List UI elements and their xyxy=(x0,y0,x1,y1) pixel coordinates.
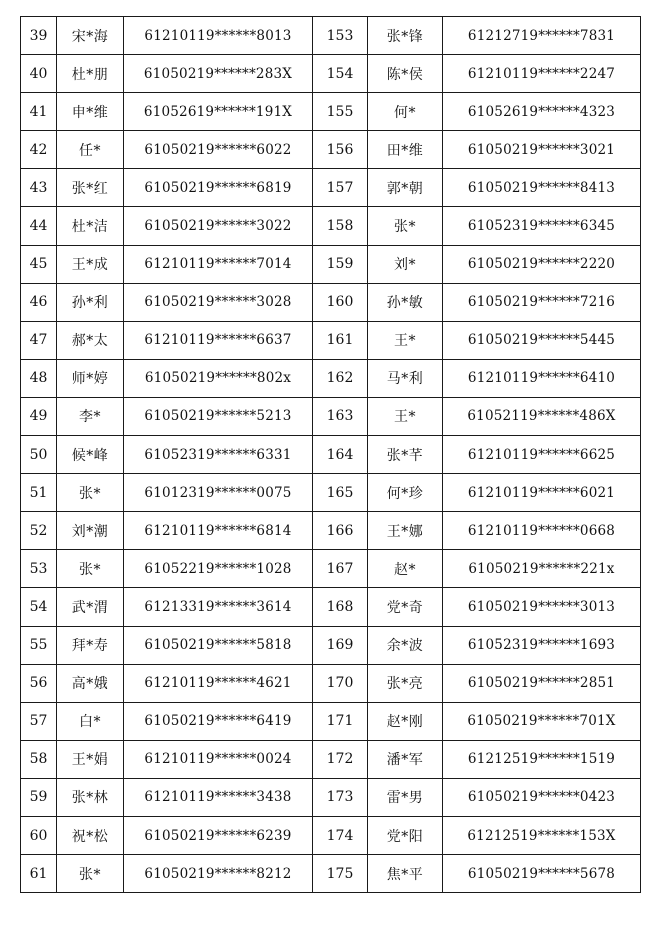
right-name-cell: 马*利 xyxy=(368,359,443,397)
right-id-number-cell: 61210119******0668 xyxy=(443,512,641,550)
table-row xyxy=(21,626,641,664)
left-id-number-cell: 61210119******6637 xyxy=(124,321,313,359)
right-name-cell: 王*娜 xyxy=(368,512,443,550)
right-name-cell: 焦*平 xyxy=(368,855,443,893)
left-id-number-cell: 61210119******4621 xyxy=(124,664,313,702)
left-id-number-cell: 61210119******6814 xyxy=(124,512,313,550)
left-seq-number-cell: 44 xyxy=(21,207,57,245)
table-row xyxy=(21,321,641,359)
left-id-number-cell: 61050219******8212 xyxy=(124,855,313,893)
right-id-number-cell: 61052619******4323 xyxy=(443,93,641,131)
left-name-cell: 张* xyxy=(57,550,124,588)
table-row xyxy=(21,702,641,740)
left-seq-number-cell: 60 xyxy=(21,816,57,854)
right-seq-number-cell: 170 xyxy=(313,664,368,702)
table-row xyxy=(21,397,641,435)
table-row xyxy=(21,816,641,854)
table-row xyxy=(21,55,641,93)
right-id-number-cell: 61212719******7831 xyxy=(443,17,641,55)
right-name-cell: 赵* xyxy=(368,550,443,588)
left-seq-number-cell: 41 xyxy=(21,93,57,131)
left-id-number-cell: 61050219******3028 xyxy=(124,283,313,321)
right-seq-number-cell: 157 xyxy=(313,169,368,207)
table-row xyxy=(21,131,641,169)
table-row xyxy=(21,855,641,893)
left-seq-number-cell: 39 xyxy=(21,17,57,55)
right-seq-number-cell: 158 xyxy=(313,207,368,245)
left-name-cell: 王*娟 xyxy=(57,740,124,778)
right-seq-number-cell: 153 xyxy=(313,17,368,55)
left-name-cell: 张*红 xyxy=(57,169,124,207)
left-id-number-cell: 61052219******1028 xyxy=(124,550,313,588)
right-id-number-cell: 61212519******1519 xyxy=(443,740,641,778)
right-id-number-cell: 61210119******2247 xyxy=(443,55,641,93)
left-name-cell: 高*娥 xyxy=(57,664,124,702)
table-row xyxy=(21,359,641,397)
right-name-cell: 王* xyxy=(368,397,443,435)
table-row xyxy=(21,93,641,131)
left-seq-number-cell: 59 xyxy=(21,778,57,816)
left-seq-number-cell: 52 xyxy=(21,512,57,550)
table-row xyxy=(21,664,641,702)
left-seq-number-cell: 53 xyxy=(21,550,57,588)
left-id-number-cell: 61050219******802x xyxy=(124,359,313,397)
roster-table-body xyxy=(21,17,641,893)
left-name-cell: 师*婷 xyxy=(57,359,124,397)
right-seq-number-cell: 167 xyxy=(313,550,368,588)
right-name-cell: 郭*朝 xyxy=(368,169,443,207)
left-seq-number-cell: 47 xyxy=(21,321,57,359)
right-name-cell: 余*波 xyxy=(368,626,443,664)
right-name-cell: 张* xyxy=(368,207,443,245)
right-name-cell: 赵*刚 xyxy=(368,702,443,740)
left-id-number-cell: 61052619******191X xyxy=(124,93,313,131)
right-name-cell: 陈*侯 xyxy=(368,55,443,93)
right-seq-number-cell: 159 xyxy=(313,245,368,283)
table-row xyxy=(21,169,641,207)
left-name-cell: 任* xyxy=(57,131,124,169)
right-id-number-cell: 61052319******1693 xyxy=(443,626,641,664)
right-seq-number-cell: 160 xyxy=(313,283,368,321)
right-name-cell: 党*阳 xyxy=(368,816,443,854)
right-seq-number-cell: 163 xyxy=(313,397,368,435)
right-id-number-cell: 61210119******6410 xyxy=(443,359,641,397)
left-id-number-cell: 61210119******8013 xyxy=(124,17,313,55)
left-seq-number-cell: 45 xyxy=(21,245,57,283)
left-seq-number-cell: 56 xyxy=(21,664,57,702)
right-name-cell: 孙*敏 xyxy=(368,283,443,321)
right-id-number-cell: 61050219******221x xyxy=(443,550,641,588)
right-name-cell: 雷*男 xyxy=(368,778,443,816)
table-row xyxy=(21,245,641,283)
table-row xyxy=(21,512,641,550)
left-id-number-cell: 61050219******5213 xyxy=(124,397,313,435)
left-id-number-cell: 61050219******6819 xyxy=(124,169,313,207)
left-name-cell: 刘*潮 xyxy=(57,512,124,550)
right-id-number-cell: 61210119******6021 xyxy=(443,474,641,512)
right-seq-number-cell: 173 xyxy=(313,778,368,816)
right-seq-number-cell: 161 xyxy=(313,321,368,359)
left-name-cell: 白* xyxy=(57,702,124,740)
table-row xyxy=(21,778,641,816)
right-seq-number-cell: 156 xyxy=(313,131,368,169)
right-id-number-cell: 61050219******3021 xyxy=(443,131,641,169)
left-id-number-cell: 61210119******3438 xyxy=(124,778,313,816)
left-seq-number-cell: 49 xyxy=(21,397,57,435)
left-id-number-cell: 61050219******6419 xyxy=(124,702,313,740)
right-seq-number-cell: 155 xyxy=(313,93,368,131)
right-name-cell: 何* xyxy=(368,93,443,131)
left-id-number-cell: 61050219******5818 xyxy=(124,626,313,664)
left-id-number-cell: 61050219******3022 xyxy=(124,207,313,245)
right-seq-number-cell: 169 xyxy=(313,626,368,664)
right-name-cell: 刘* xyxy=(368,245,443,283)
table-row xyxy=(21,740,641,778)
right-name-cell: 潘*军 xyxy=(368,740,443,778)
right-seq-number-cell: 171 xyxy=(313,702,368,740)
left-name-cell: 郝*太 xyxy=(57,321,124,359)
table-row xyxy=(21,588,641,626)
left-id-number-cell: 61050219******283X xyxy=(124,55,313,93)
right-id-number-cell: 61212519******153X xyxy=(443,816,641,854)
right-id-number-cell: 61050219******5678 xyxy=(443,855,641,893)
right-seq-number-cell: 165 xyxy=(313,474,368,512)
right-id-number-cell: 61052119******486X xyxy=(443,397,641,435)
table-row xyxy=(21,474,641,512)
left-name-cell: 王*成 xyxy=(57,245,124,283)
left-seq-number-cell: 46 xyxy=(21,283,57,321)
right-id-number-cell: 61050219******2851 xyxy=(443,664,641,702)
right-name-cell: 党*奇 xyxy=(368,588,443,626)
left-id-number-cell: 61050219******6239 xyxy=(124,816,313,854)
right-name-cell: 张*锋 xyxy=(368,17,443,55)
left-name-cell: 孙*利 xyxy=(57,283,124,321)
left-name-cell: 张* xyxy=(57,474,124,512)
left-id-number-cell: 61210119******7014 xyxy=(124,245,313,283)
table-row xyxy=(21,550,641,588)
right-name-cell: 田*维 xyxy=(368,131,443,169)
left-id-number-cell: 61012319******0075 xyxy=(124,474,313,512)
left-seq-number-cell: 61 xyxy=(21,855,57,893)
left-name-cell: 张*林 xyxy=(57,778,124,816)
right-seq-number-cell: 175 xyxy=(313,855,368,893)
table-row xyxy=(21,17,641,55)
left-seq-number-cell: 40 xyxy=(21,55,57,93)
right-name-cell: 张*芊 xyxy=(368,436,443,474)
right-id-number-cell: 61050219******0423 xyxy=(443,778,641,816)
left-name-cell: 杜*朋 xyxy=(57,55,124,93)
right-seq-number-cell: 154 xyxy=(313,55,368,93)
table-row xyxy=(21,436,641,474)
right-id-number-cell: 61052319******6345 xyxy=(443,207,641,245)
left-seq-number-cell: 43 xyxy=(21,169,57,207)
table-row xyxy=(21,207,641,245)
right-id-number-cell: 61050219******5445 xyxy=(443,321,641,359)
left-name-cell: 宋*海 xyxy=(57,17,124,55)
left-name-cell: 杜*洁 xyxy=(57,207,124,245)
right-id-number-cell: 61050219******3013 xyxy=(443,588,641,626)
left-name-cell: 张* xyxy=(57,855,124,893)
left-seq-number-cell: 55 xyxy=(21,626,57,664)
left-name-cell: 拜*寿 xyxy=(57,626,124,664)
left-seq-number-cell: 51 xyxy=(21,474,57,512)
left-name-cell: 申*维 xyxy=(57,93,124,131)
right-seq-number-cell: 168 xyxy=(313,588,368,626)
right-seq-number-cell: 166 xyxy=(313,512,368,550)
left-seq-number-cell: 50 xyxy=(21,436,57,474)
left-seq-number-cell: 54 xyxy=(21,588,57,626)
right-id-number-cell: 61050219******2220 xyxy=(443,245,641,283)
left-name-cell: 候*峰 xyxy=(57,436,124,474)
left-name-cell: 祝*松 xyxy=(57,816,124,854)
right-id-number-cell: 61050219******8413 xyxy=(443,169,641,207)
right-seq-number-cell: 174 xyxy=(313,816,368,854)
right-id-number-cell: 61210119******6625 xyxy=(443,436,641,474)
left-id-number-cell: 61213319******3614 xyxy=(124,588,313,626)
left-seq-number-cell: 57 xyxy=(21,702,57,740)
left-seq-number-cell: 48 xyxy=(21,359,57,397)
table-row xyxy=(21,283,641,321)
left-name-cell: 李* xyxy=(57,397,124,435)
left-seq-number-cell: 42 xyxy=(21,131,57,169)
right-seq-number-cell: 164 xyxy=(313,436,368,474)
right-name-cell: 张*亮 xyxy=(368,664,443,702)
right-name-cell: 王* xyxy=(368,321,443,359)
left-seq-number-cell: 58 xyxy=(21,740,57,778)
left-id-number-cell: 61052319******6331 xyxy=(124,436,313,474)
right-id-number-cell: 61050219******701X xyxy=(443,702,641,740)
right-seq-number-cell: 162 xyxy=(313,359,368,397)
left-id-number-cell: 61050219******6022 xyxy=(124,131,313,169)
right-seq-number-cell: 172 xyxy=(313,740,368,778)
right-name-cell: 何*珍 xyxy=(368,474,443,512)
left-name-cell: 武*渭 xyxy=(57,588,124,626)
left-id-number-cell: 61210119******0024 xyxy=(124,740,313,778)
right-id-number-cell: 61050219******7216 xyxy=(443,283,641,321)
roster-table xyxy=(20,16,641,893)
